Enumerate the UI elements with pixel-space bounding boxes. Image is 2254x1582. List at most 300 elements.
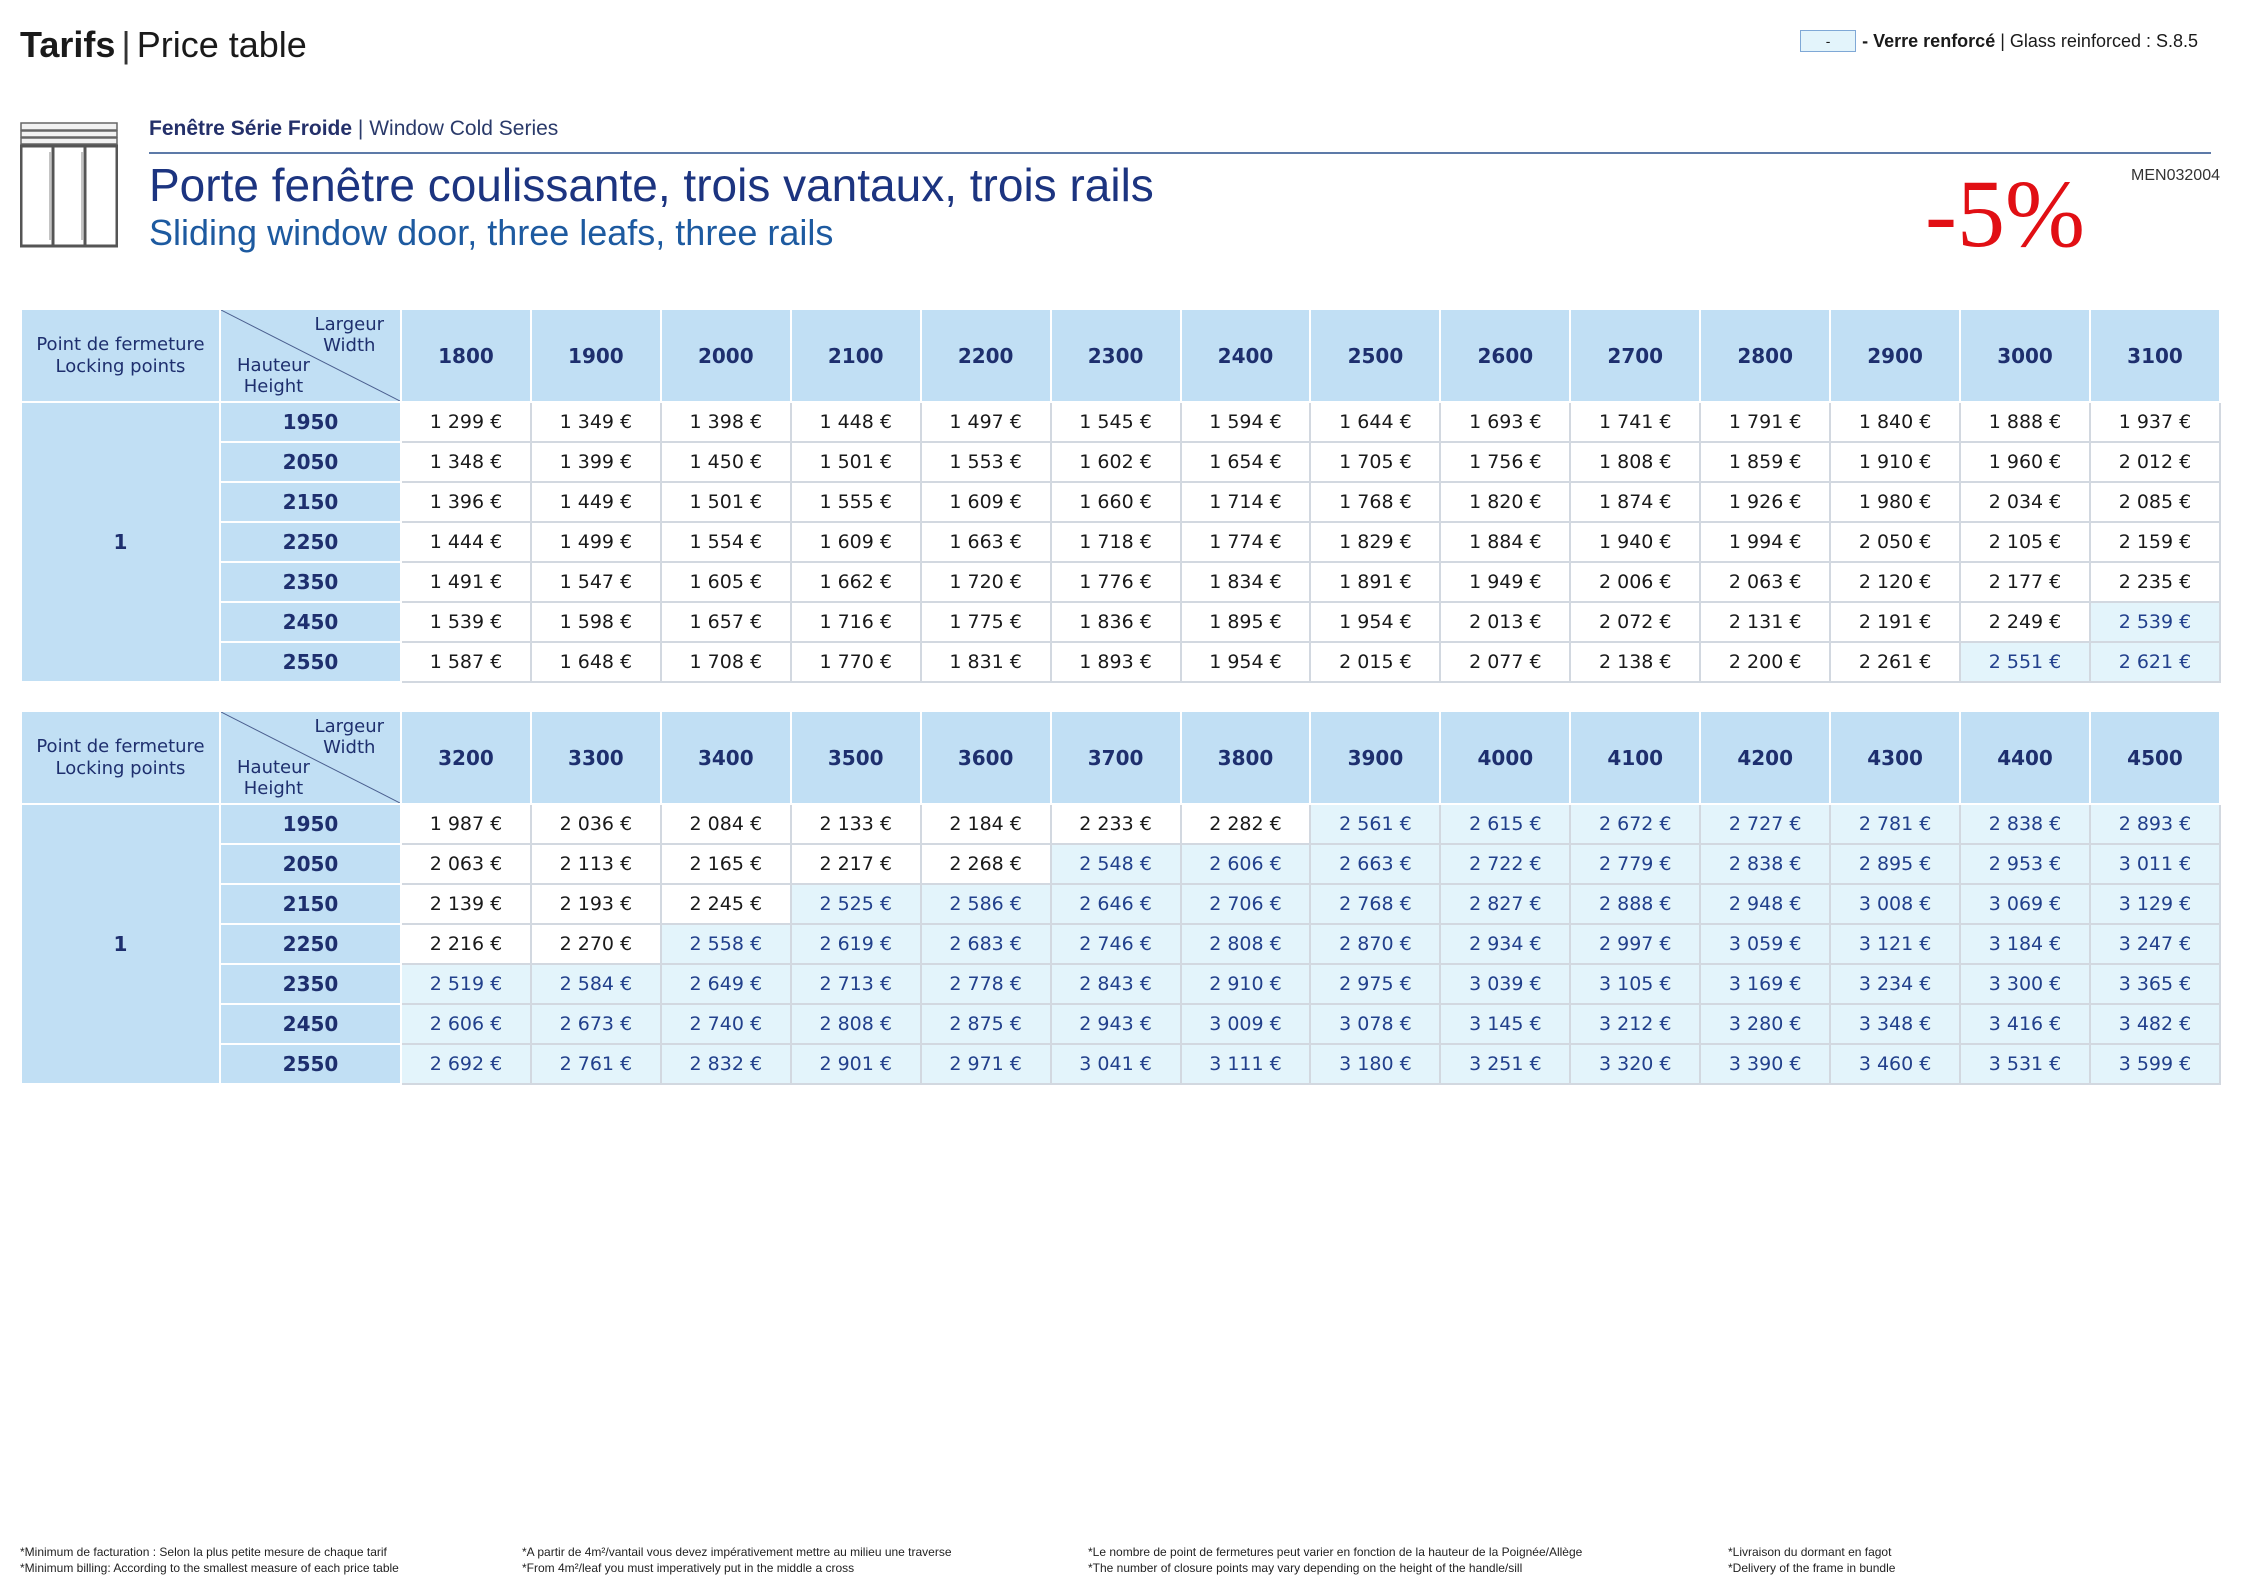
price-cell-reinforced: 2 778 € [921, 964, 1051, 1004]
series-label [149, 117, 558, 141]
price-cell: 2 084 € [661, 804, 791, 844]
price-cell-reinforced: 2 548 € [1051, 844, 1181, 884]
series-fr: Fenêtre Série Froide [149, 117, 353, 140]
price-cell: 2 050 € [1830, 522, 1960, 562]
height-label-fr: Hauteur [237, 355, 310, 376]
price-cell: 2 138 € [1570, 642, 1700, 682]
price-cell-reinforced: 3 121 € [1830, 924, 1960, 964]
footnote-1-fr: *Minimum de facturation : Selon la plus petite mesure de chaque tarif [20, 1545, 387, 1559]
price-cell-reinforced: 2 740 € [661, 1004, 791, 1044]
price-cell-reinforced: 2 663 € [1310, 844, 1440, 884]
price-cell-reinforced: 2 561 € [1310, 804, 1440, 844]
price-cell: 2 249 € [1960, 602, 2090, 642]
table-row [21, 522, 2220, 562]
price-cell: 1 960 € [1960, 442, 2090, 482]
height-row-header: 2350 [220, 562, 401, 602]
price-cell: 2 034 € [1960, 482, 2090, 522]
price-cell: 2 063 € [1700, 562, 1830, 602]
price-cell-reinforced: 3 169 € [1700, 964, 1830, 1004]
width-column-header: 3100 [2090, 309, 2220, 402]
legend-text-fr: - Verre renforcé [1862, 30, 1996, 51]
price-cell: 1 449 € [531, 482, 661, 522]
price-cell-reinforced: 3 300 € [1960, 964, 2090, 1004]
footnote-4-en: *Delivery of the frame in bundle [1728, 1561, 1896, 1575]
width-column-header: 3600 [921, 711, 1051, 804]
width-column-header: 2500 [1310, 309, 1440, 402]
price-cell: 1 829 € [1310, 522, 1440, 562]
price-cell-reinforced: 2 551 € [1960, 642, 2090, 682]
footnote-cross-bar [522, 1544, 952, 1576]
price-cell: 1 768 € [1310, 482, 1440, 522]
price-cell: 1 791 € [1700, 402, 1830, 442]
price-cell: 1 349 € [531, 402, 661, 442]
price-cell-reinforced: 2 727 € [1700, 804, 1830, 844]
price-cell: 2 139 € [401, 884, 531, 924]
height-label-fr: Hauteur [237, 757, 310, 778]
price-cell: 1 831 € [921, 642, 1051, 682]
sliding-window-icon [20, 122, 118, 248]
price-cell-reinforced: 2 934 € [1440, 924, 1570, 964]
price-cell-reinforced: 2 901 € [791, 1044, 921, 1084]
price-cell-reinforced: 2 606 € [401, 1004, 531, 1044]
price-cell: 2 036 € [531, 804, 661, 844]
price-cell-reinforced: 2 713 € [791, 964, 921, 1004]
width-column-header: 4200 [1700, 711, 1830, 804]
height-row-header: 2550 [220, 1044, 401, 1084]
price-cell: 1 448 € [791, 402, 921, 442]
table-row [21, 642, 2220, 682]
table-header-row [21, 711, 2220, 804]
price-cell-reinforced: 3 184 € [1960, 924, 2090, 964]
table-row [21, 924, 2220, 964]
price-cell-reinforced: 2 953 € [1960, 844, 2090, 884]
price-cell: 1 547 € [531, 562, 661, 602]
table-row [21, 804, 2220, 844]
width-column-header: 3400 [661, 711, 791, 804]
width-height-header [220, 711, 401, 804]
width-column-header: 4000 [1440, 711, 1570, 804]
locking-points-en: Locking points [55, 757, 186, 779]
price-cell: 1 501 € [661, 482, 791, 522]
price-cell-reinforced: 2 997 € [1570, 924, 1700, 964]
table-row [21, 482, 2220, 522]
width-column-header: 2200 [921, 309, 1051, 402]
page-title-bold: Tarifs [20, 24, 116, 65]
width-label-fr: Largeur [314, 314, 384, 335]
price-cell: 1 776 € [1051, 562, 1181, 602]
width-column-header: 2600 [1440, 309, 1570, 402]
price-cell: 1 396 € [401, 482, 531, 522]
width-column-header: 3500 [791, 711, 921, 804]
price-cell: 1 605 € [661, 562, 791, 602]
price-cell-reinforced: 2 619 € [791, 924, 921, 964]
price-cell: 2 184 € [921, 804, 1051, 844]
table-row [21, 442, 2220, 482]
price-cell: 1 954 € [1310, 602, 1440, 642]
price-cell-reinforced: 3 069 € [1960, 884, 2090, 924]
price-cell: 1 587 € [401, 642, 531, 682]
price-cell: 1 834 € [1181, 562, 1311, 602]
table-row [21, 884, 2220, 924]
height-label-en: Height [243, 376, 304, 397]
width-label [315, 716, 384, 758]
price-cell-reinforced: 2 584 € [531, 964, 661, 1004]
width-column-header: 3300 [531, 711, 661, 804]
price-cell: 1 545 € [1051, 402, 1181, 442]
price-cell: 1 720 € [921, 562, 1051, 602]
table-row [21, 602, 2220, 642]
price-cell-reinforced: 2 672 € [1570, 804, 1700, 844]
price-cell: 2 193 € [531, 884, 661, 924]
price-cell: 2 012 € [2090, 442, 2220, 482]
price-cell: 1 299 € [401, 402, 531, 442]
price-cell-reinforced: 3 416 € [1960, 1004, 2090, 1044]
width-column-header: 4400 [1960, 711, 2090, 804]
price-cell: 1 820 € [1440, 482, 1570, 522]
price-cell: 2 133 € [791, 804, 921, 844]
width-column-header: 3000 [1960, 309, 2090, 402]
price-cell-reinforced: 2 808 € [791, 1004, 921, 1044]
price-cell: 1 926 € [1700, 482, 1830, 522]
price-cell: 1 836 € [1051, 602, 1181, 642]
price-cell-reinforced: 2 910 € [1181, 964, 1311, 1004]
price-cell-reinforced: 2 606 € [1181, 844, 1311, 884]
price-cell: 1 888 € [1960, 402, 2090, 442]
price-cell: 2 200 € [1700, 642, 1830, 682]
reinforced-swatch: - [1800, 30, 1856, 52]
price-cell: 1 450 € [661, 442, 791, 482]
height-row-header: 2250 [220, 522, 401, 562]
price-cell-reinforced: 2 888 € [1570, 884, 1700, 924]
price-cell: 1 884 € [1440, 522, 1570, 562]
footnote-minimum-billing [20, 1544, 399, 1576]
price-cell: 1 893 € [1051, 642, 1181, 682]
page-title-separator: | [121, 24, 131, 65]
price-cell-reinforced: 2 975 € [1310, 964, 1440, 1004]
price-cell: 1 657 € [661, 602, 791, 642]
price-cell-reinforced: 3 280 € [1700, 1004, 1830, 1044]
locking-points-header [21, 309, 220, 402]
price-cell: 1 954 € [1181, 642, 1311, 682]
price-cell: 1 499 € [531, 522, 661, 562]
table-row [21, 844, 2220, 884]
price-cell: 2 077 € [1440, 642, 1570, 682]
price-cell-reinforced: 3 008 € [1830, 884, 1960, 924]
table-row [21, 402, 2220, 442]
price-cell-reinforced: 2 843 € [1051, 964, 1181, 1004]
price-cell-reinforced: 2 683 € [921, 924, 1051, 964]
width-column-header: 2800 [1700, 309, 1830, 402]
price-cell: 2 015 € [1310, 642, 1440, 682]
price-cell: 1 994 € [1700, 522, 1830, 562]
price-cell: 1 774 € [1181, 522, 1311, 562]
footnote-2-fr: *A partir de 4m²/vantail vous devez impérativement mettre au milieu une traverse [522, 1545, 952, 1559]
price-cell: 2 105 € [1960, 522, 2090, 562]
price-cell: 1 444 € [401, 522, 531, 562]
price-cell: 1 660 € [1051, 482, 1181, 522]
height-row-header: 2150 [220, 884, 401, 924]
height-row-header: 2050 [220, 442, 401, 482]
width-label-en: Width [323, 737, 376, 758]
width-column-header: 3700 [1051, 711, 1181, 804]
height-row-header: 2550 [220, 642, 401, 682]
price-cell-reinforced: 2 649 € [661, 964, 791, 1004]
price-cell-reinforced: 2 943 € [1051, 1004, 1181, 1044]
footnote-2-en: *From 4m²/leaf you must imperatively put in the middle a cross [522, 1561, 855, 1575]
locking-points-fr: Point de fermeture [36, 333, 205, 355]
height-row-header: 2450 [220, 602, 401, 642]
width-column-header: 1900 [531, 309, 661, 402]
page-title [20, 24, 307, 66]
header-divider [149, 152, 2211, 154]
footnote-1-en: *Minimum billing: According to the smallest measure of each price table [20, 1561, 399, 1575]
price-cell: 1 808 € [1570, 442, 1700, 482]
width-column-header: 4100 [1570, 711, 1700, 804]
price-cell: 1 594 € [1181, 402, 1311, 442]
price-cell: 2 233 € [1051, 804, 1181, 844]
price-cell: 1 891 € [1310, 562, 1440, 602]
price-cell: 2 120 € [1830, 562, 1960, 602]
price-cell: 1 491 € [401, 562, 531, 602]
price-cell: 1 741 € [1570, 402, 1700, 442]
price-cell-reinforced: 2 779 € [1570, 844, 1700, 884]
price-table-1 [20, 308, 2221, 683]
price-cell: 2 177 € [1960, 562, 2090, 602]
price-cell: 2 159 € [2090, 522, 2220, 562]
price-cell: 1 602 € [1051, 442, 1181, 482]
price-cell-reinforced: 2 558 € [661, 924, 791, 964]
height-row-header: 2050 [220, 844, 401, 884]
footnote-3-en: *The number of closure points may vary depending on the height of the handle/sill [1088, 1561, 1523, 1575]
price-cell: 2 261 € [1830, 642, 1960, 682]
price-cell: 1 859 € [1700, 442, 1830, 482]
height-row-header: 2250 [220, 924, 401, 964]
width-label-en: Width [323, 335, 376, 356]
table-row [21, 964, 2220, 1004]
price-cell: 1 775 € [921, 602, 1051, 642]
price-cell: 1 940 € [1570, 522, 1700, 562]
price-cell-reinforced: 3 482 € [2090, 1004, 2220, 1044]
price-cell-reinforced: 3 348 € [1830, 1004, 1960, 1044]
width-column-header: 4500 [2090, 711, 2220, 804]
height-label-en: Height [243, 778, 304, 799]
table-row [21, 1004, 2220, 1044]
price-cell-reinforced: 3 011 € [2090, 844, 2220, 884]
price-cell: 1 648 € [531, 642, 661, 682]
price-cell: 1 980 € [1830, 482, 1960, 522]
price-cell-reinforced: 2 808 € [1181, 924, 1311, 964]
height-label [237, 757, 310, 799]
table-row [21, 562, 2220, 602]
price-cell: 2 216 € [401, 924, 531, 964]
product-reference: MEN032004 [2131, 167, 2220, 184]
page-title-rest: Price table [136, 24, 307, 65]
price-cell-reinforced: 2 539 € [2090, 602, 2220, 642]
height-label [237, 355, 310, 397]
price-cell-reinforced: 2 838 € [1700, 844, 1830, 884]
height-row-header: 2350 [220, 964, 401, 1004]
price-cell-reinforced: 2 870 € [1310, 924, 1440, 964]
price-cell: 1 662 € [791, 562, 921, 602]
price-cell: 2 131 € [1700, 602, 1830, 642]
price-cell: 1 705 € [1310, 442, 1440, 482]
footnote-4-fr: *Livraison du dormant en fagot [1728, 1545, 1892, 1559]
price-cell-reinforced: 2 827 € [1440, 884, 1570, 924]
price-cell: 2 217 € [791, 844, 921, 884]
table-row [21, 1044, 2220, 1084]
price-cell-reinforced: 2 838 € [1960, 804, 2090, 844]
price-cell: 2 063 € [401, 844, 531, 884]
price-cell-reinforced: 2 893 € [2090, 804, 2220, 844]
price-cell: 1 910 € [1830, 442, 1960, 482]
price-cell-reinforced: 2 875 € [921, 1004, 1051, 1044]
price-cell: 1 949 € [1440, 562, 1570, 602]
price-cell-reinforced: 3 251 € [1440, 1044, 1570, 1084]
product-title-en: Sliding window door, three leafs, three rails [149, 212, 834, 253]
locking-points-en: Locking points [55, 355, 186, 377]
price-cell: 1 937 € [2090, 402, 2220, 442]
height-row-header: 1950 [220, 804, 401, 844]
width-height-header [220, 309, 401, 402]
price-cell: 1 874 € [1570, 482, 1700, 522]
price-cell-reinforced: 3 390 € [1700, 1044, 1830, 1084]
price-cell-reinforced: 3 039 € [1440, 964, 1570, 1004]
price-cell: 2 270 € [531, 924, 661, 964]
price-cell: 1 987 € [401, 804, 531, 844]
table-header-row [21, 309, 2220, 402]
locking-points-value: 1 [21, 804, 220, 1084]
price-cell: 1 714 € [1181, 482, 1311, 522]
price-cell-reinforced: 3 111 € [1181, 1044, 1311, 1084]
locking-points-fr: Point de fermeture [36, 735, 205, 757]
width-column-header: 2100 [791, 309, 921, 402]
width-column-header: 4300 [1830, 711, 1960, 804]
price-cell-reinforced: 2 615 € [1440, 804, 1570, 844]
price-cell: 1 609 € [921, 482, 1051, 522]
glass-legend [1800, 30, 2198, 52]
locking-points-value: 1 [21, 402, 220, 682]
price-cell-reinforced: 2 761 € [531, 1044, 661, 1084]
price-cell: 1 708 € [661, 642, 791, 682]
price-cell: 2 191 € [1830, 602, 1960, 642]
price-cell: 1 398 € [661, 402, 791, 442]
price-cell: 1 598 € [531, 602, 661, 642]
price-cell: 1 840 € [1830, 402, 1960, 442]
series-en: | Window Cold Series [357, 117, 559, 140]
price-cell-reinforced: 2 895 € [1830, 844, 1960, 884]
price-cell-reinforced: 3 234 € [1830, 964, 1960, 1004]
price-cell: 2 245 € [661, 884, 791, 924]
price-cell: 2 113 € [531, 844, 661, 884]
price-cell: 1 663 € [921, 522, 1051, 562]
price-cell-reinforced: 2 646 € [1051, 884, 1181, 924]
width-column-header: 3800 [1181, 711, 1311, 804]
price-cell-reinforced: 2 832 € [661, 1044, 791, 1084]
price-cell-reinforced: 3 059 € [1700, 924, 1830, 964]
price-cell: 1 716 € [791, 602, 921, 642]
price-cell-reinforced: 2 948 € [1700, 884, 1830, 924]
price-cell: 1 654 € [1181, 442, 1311, 482]
width-column-header: 2000 [661, 309, 791, 402]
width-column-header: 2900 [1830, 309, 1960, 402]
discount-badge: -5% [1925, 160, 2085, 267]
price-cell: 1 644 € [1310, 402, 1440, 442]
price-cell: 1 399 € [531, 442, 661, 482]
price-cell-reinforced: 3 320 € [1570, 1044, 1700, 1084]
price-cell: 1 348 € [401, 442, 531, 482]
price-cell: 2 013 € [1440, 602, 1570, 642]
width-label-fr: Largeur [314, 716, 384, 737]
height-row-header: 1950 [220, 402, 401, 442]
price-cell: 1 554 € [661, 522, 791, 562]
width-column-header: 2700 [1570, 309, 1700, 402]
height-row-header: 2450 [220, 1004, 401, 1044]
price-cell-reinforced: 3 460 € [1830, 1044, 1960, 1084]
price-cell: 1 895 € [1181, 602, 1311, 642]
price-cell: 1 693 € [1440, 402, 1570, 442]
width-column-header: 2400 [1181, 309, 1311, 402]
locking-points-header [21, 711, 220, 804]
price-cell-reinforced: 2 746 € [1051, 924, 1181, 964]
legend-text-en: | Glass reinforced : S.8.5 [2000, 30, 2198, 51]
price-cell: 1 770 € [791, 642, 921, 682]
price-cell-reinforced: 2 706 € [1181, 884, 1311, 924]
price-cell-reinforced: 3 212 € [1570, 1004, 1700, 1044]
price-cell-reinforced: 3 365 € [2090, 964, 2220, 1004]
height-row-header: 2150 [220, 482, 401, 522]
price-cell: 1 539 € [401, 602, 531, 642]
price-cell: 1 497 € [921, 402, 1051, 442]
price-cell: 1 555 € [791, 482, 921, 522]
price-cell: 1 553 € [921, 442, 1051, 482]
price-cell-reinforced: 2 621 € [2090, 642, 2220, 682]
price-cell-reinforced: 3 180 € [1310, 1044, 1440, 1084]
price-cell-reinforced: 3 041 € [1051, 1044, 1181, 1084]
price-cell-reinforced: 3 078 € [1310, 1004, 1440, 1044]
price-cell: 2 282 € [1181, 804, 1311, 844]
width-column-header: 1800 [401, 309, 531, 402]
price-cell-reinforced: 3 531 € [1960, 1044, 2090, 1084]
price-cell-reinforced: 2 971 € [921, 1044, 1051, 1084]
price-cell-reinforced: 3 105 € [1570, 964, 1700, 1004]
price-cell-reinforced: 2 692 € [401, 1044, 531, 1084]
price-cell-reinforced: 2 722 € [1440, 844, 1570, 884]
price-cell-reinforced: 3 009 € [1181, 1004, 1311, 1044]
footnote-frame-delivery [1728, 1544, 1895, 1576]
price-cell-reinforced: 3 599 € [2090, 1044, 2220, 1084]
price-cell: 2 006 € [1570, 562, 1700, 602]
product-title-fr: Porte fenêtre coulissante, trois vantaux, trois rails [149, 159, 1154, 211]
price-cell: 2 268 € [921, 844, 1051, 884]
price-cell: 2 235 € [2090, 562, 2220, 602]
width-label [315, 314, 384, 356]
width-column-header: 3900 [1310, 711, 1440, 804]
price-cell: 1 756 € [1440, 442, 1570, 482]
price-cell-reinforced: 3 145 € [1440, 1004, 1570, 1044]
width-column-header: 2300 [1051, 309, 1181, 402]
price-cell-reinforced: 2 519 € [401, 964, 531, 1004]
price-cell-reinforced: 3 129 € [2090, 884, 2220, 924]
price-cell-reinforced: 3 247 € [2090, 924, 2220, 964]
width-column-header: 3200 [401, 711, 531, 804]
price-cell-reinforced: 2 586 € [921, 884, 1051, 924]
price-table-2 [20, 710, 2221, 1085]
price-cell-reinforced: 2 673 € [531, 1004, 661, 1044]
price-cell: 2 085 € [2090, 482, 2220, 522]
price-cell: 2 072 € [1570, 602, 1700, 642]
price-cell-reinforced: 2 525 € [791, 884, 921, 924]
price-cell: 1 501 € [791, 442, 921, 482]
